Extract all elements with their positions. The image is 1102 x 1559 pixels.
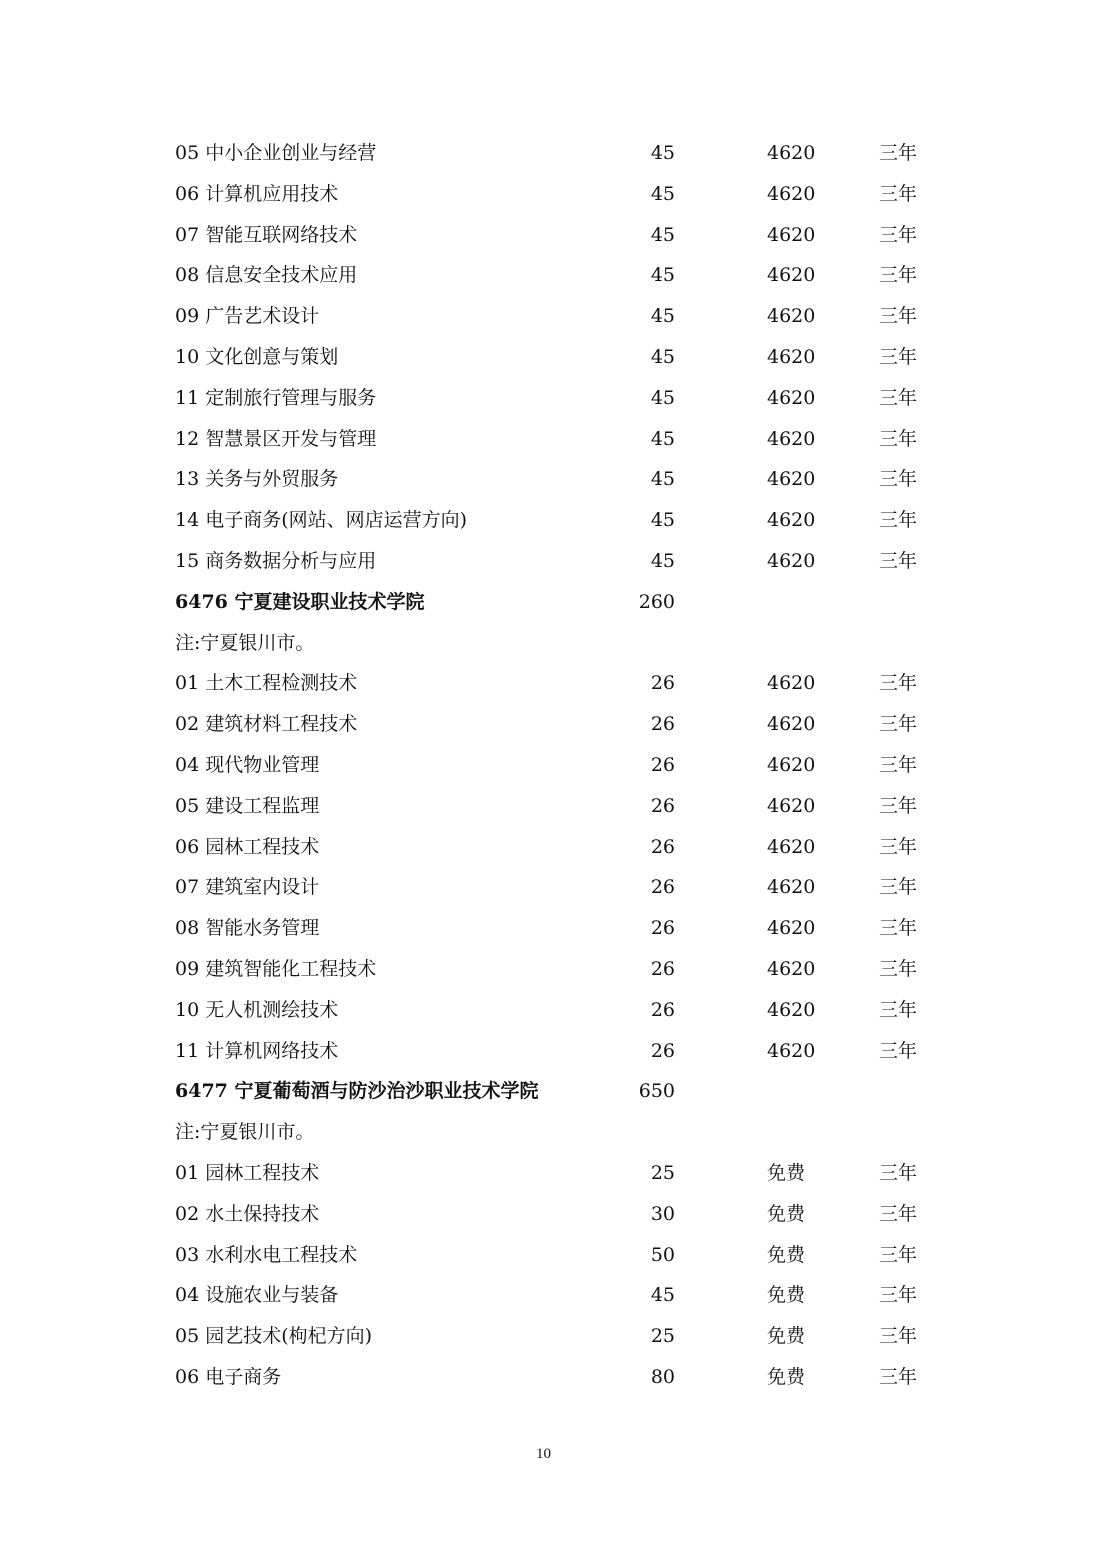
program-row bbox=[0, 419, 1102, 460]
study-duration: 三年 bbox=[879, 223, 918, 246]
tuition-fee: 免费 bbox=[767, 1202, 806, 1225]
study-duration: 三年 bbox=[879, 345, 918, 368]
program-row bbox=[0, 1194, 1102, 1235]
study-duration: 三年 bbox=[879, 509, 918, 532]
program-row bbox=[0, 990, 1102, 1031]
program-name: 05 建设工程监理 bbox=[175, 794, 320, 817]
program-name: 05 中小企业创业与经营 bbox=[175, 142, 377, 164]
program-row bbox=[0, 500, 1102, 541]
tuition-fee: 4620 bbox=[767, 1039, 816, 1062]
study-duration: 三年 bbox=[879, 917, 918, 940]
plan-count: 26 bbox=[650, 835, 675, 858]
program-row bbox=[0, 1153, 1102, 1194]
program-name: 02 水土保持技术 bbox=[175, 1202, 320, 1225]
study-duration: 三年 bbox=[879, 1161, 918, 1184]
plan-count: 45 bbox=[650, 182, 675, 205]
program-row bbox=[0, 1031, 1102, 1072]
plan-count: 26 bbox=[650, 794, 675, 817]
study-duration: 三年 bbox=[879, 142, 918, 164]
study-duration: 三年 bbox=[879, 468, 918, 491]
college-header-row bbox=[0, 1071, 1102, 1112]
plan-count: 45 bbox=[650, 1284, 675, 1307]
plan-count: 45 bbox=[650, 305, 675, 328]
program-row bbox=[0, 827, 1102, 868]
tuition-fee: 4620 bbox=[767, 998, 816, 1021]
note-text: 注:宁夏银川市。 bbox=[175, 1121, 315, 1144]
study-duration: 三年 bbox=[879, 713, 918, 736]
program-name: 01 园林工程技术 bbox=[175, 1161, 320, 1184]
program-row bbox=[0, 541, 1102, 582]
plan-count: 50 bbox=[650, 1243, 675, 1266]
program-row bbox=[0, 215, 1102, 256]
tuition-fee: 4620 bbox=[767, 142, 816, 164]
plan-count: 26 bbox=[650, 998, 675, 1021]
college-name: 6477 宁夏葡萄酒与防沙治沙职业技术学院 bbox=[175, 1080, 539, 1103]
program-name: 15 商务数据分析与应用 bbox=[175, 549, 377, 572]
program-name: 09 广告艺术设计 bbox=[175, 305, 320, 328]
plan-count: 26 bbox=[650, 1039, 675, 1062]
program-row bbox=[0, 949, 1102, 990]
plan-count: 26 bbox=[650, 957, 675, 980]
note-text: 注:宁夏银川市。 bbox=[175, 631, 315, 654]
program-name: 07 建筑室内设计 bbox=[175, 876, 320, 899]
study-duration: 三年 bbox=[879, 182, 918, 205]
program-name: 11 定制旅行管理与服务 bbox=[175, 386, 377, 409]
tuition-fee: 4620 bbox=[767, 794, 816, 817]
plan-count: 45 bbox=[650, 264, 675, 287]
program-row bbox=[0, 786, 1102, 827]
tuition-fee: 4620 bbox=[767, 957, 816, 980]
plan-count: 45 bbox=[650, 142, 675, 164]
plan-count: 45 bbox=[650, 509, 675, 532]
tuition-fee: 4620 bbox=[767, 427, 816, 450]
study-duration: 三年 bbox=[879, 549, 918, 572]
study-duration: 三年 bbox=[879, 672, 918, 695]
program-name: 12 智慧景区开发与管理 bbox=[175, 427, 377, 450]
tuition-fee: 4620 bbox=[767, 468, 816, 491]
program-name: 01 土木工程检测技术 bbox=[175, 672, 358, 695]
program-name: 06 计算机应用技术 bbox=[175, 182, 339, 205]
program-name: 11 计算机网络技术 bbox=[175, 1039, 339, 1062]
program-name: 08 智能水务管理 bbox=[175, 917, 320, 940]
tuition-fee: 4620 bbox=[767, 672, 816, 695]
program-name: 03 水利水电工程技术 bbox=[175, 1243, 358, 1266]
program-name: 07 智能互联网络技术 bbox=[175, 223, 358, 246]
plan-count: 45 bbox=[650, 427, 675, 450]
plan-count: 26 bbox=[650, 713, 675, 736]
plan-count: 30 bbox=[650, 1202, 675, 1225]
plan-count: 650 bbox=[638, 1080, 675, 1103]
tuition-fee: 4620 bbox=[767, 345, 816, 368]
program-name: 06 电子商务 bbox=[175, 1365, 282, 1388]
program-row bbox=[0, 908, 1102, 949]
study-duration: 三年 bbox=[879, 998, 918, 1021]
program-row bbox=[0, 296, 1102, 337]
tuition-fee: 4620 bbox=[767, 182, 816, 205]
plan-count: 45 bbox=[650, 223, 675, 246]
program-row bbox=[0, 704, 1102, 745]
study-duration: 三年 bbox=[879, 957, 918, 980]
program-name: 06 园林工程技术 bbox=[175, 835, 320, 858]
study-duration: 三年 bbox=[879, 1202, 918, 1225]
plan-count: 45 bbox=[650, 386, 675, 409]
tuition-fee: 免费 bbox=[767, 1284, 806, 1307]
program-name: 05 园艺技术(枸杞方向) bbox=[175, 1325, 373, 1348]
program-row bbox=[0, 663, 1102, 704]
plan-count: 25 bbox=[650, 1325, 675, 1348]
tuition-fee: 免费 bbox=[767, 1243, 806, 1266]
location-note-row bbox=[0, 623, 1102, 664]
plan-count: 26 bbox=[650, 753, 675, 776]
tuition-fee: 4620 bbox=[767, 264, 816, 287]
plan-count: 26 bbox=[650, 672, 675, 695]
program-row bbox=[0, 255, 1102, 296]
tuition-fee: 免费 bbox=[767, 1161, 806, 1184]
plan-count: 26 bbox=[650, 876, 675, 899]
plan-count: 45 bbox=[650, 549, 675, 572]
study-duration: 三年 bbox=[879, 264, 918, 287]
tuition-fee: 免费 bbox=[767, 1325, 806, 1348]
study-duration: 三年 bbox=[879, 1284, 918, 1307]
study-duration: 三年 bbox=[879, 753, 918, 776]
program-name: 10 文化创意与策划 bbox=[175, 345, 339, 368]
tuition-fee: 4620 bbox=[767, 509, 816, 532]
page-number: 10 bbox=[536, 1446, 551, 1462]
study-duration: 三年 bbox=[879, 427, 918, 450]
program-row bbox=[0, 337, 1102, 378]
plan-count: 25 bbox=[650, 1161, 675, 1184]
program-name: 14 电子商务(网站、网店运营方向) bbox=[175, 509, 468, 532]
program-name: 04 设施农业与装备 bbox=[175, 1284, 339, 1307]
tuition-fee: 4620 bbox=[767, 713, 816, 736]
study-duration: 三年 bbox=[879, 1365, 918, 1388]
study-duration: 三年 bbox=[879, 794, 918, 817]
tuition-fee: 4620 bbox=[767, 305, 816, 328]
study-duration: 三年 bbox=[879, 876, 918, 899]
study-duration: 三年 bbox=[879, 1243, 918, 1266]
program-row bbox=[0, 1235, 1102, 1276]
college-name: 6476 宁夏建设职业技术学院 bbox=[175, 590, 425, 613]
tuition-fee: 4620 bbox=[767, 386, 816, 409]
program-row bbox=[0, 867, 1102, 908]
program-name: 04 现代物业管理 bbox=[175, 753, 320, 776]
tuition-fee: 4620 bbox=[767, 753, 816, 776]
tuition-fee: 4620 bbox=[767, 876, 816, 899]
program-row bbox=[0, 133, 1102, 174]
study-duration: 三年 bbox=[879, 835, 918, 858]
study-duration: 三年 bbox=[879, 305, 918, 328]
location-note-row bbox=[0, 1112, 1102, 1153]
program-name: 02 建筑材料工程技术 bbox=[175, 713, 358, 736]
program-row bbox=[0, 378, 1102, 419]
program-row bbox=[0, 1275, 1102, 1316]
study-duration: 三年 bbox=[879, 386, 918, 409]
enrollment-table bbox=[0, 133, 1102, 1398]
plan-count: 45 bbox=[650, 468, 675, 491]
plan-count: 45 bbox=[650, 345, 675, 368]
study-duration: 三年 bbox=[879, 1039, 918, 1062]
tuition-fee: 4620 bbox=[767, 835, 816, 858]
tuition-fee: 4620 bbox=[767, 917, 816, 940]
tuition-fee: 4620 bbox=[767, 549, 816, 572]
program-row bbox=[0, 745, 1102, 786]
study-duration: 三年 bbox=[879, 1325, 918, 1348]
plan-count: 260 bbox=[638, 590, 675, 613]
program-row bbox=[0, 1357, 1102, 1398]
college-header-row bbox=[0, 582, 1102, 623]
program-name: 13 关务与外贸服务 bbox=[175, 468, 339, 491]
program-name: 10 无人机测绘技术 bbox=[175, 998, 339, 1021]
program-row bbox=[0, 174, 1102, 215]
tuition-fee: 免费 bbox=[767, 1365, 806, 1388]
plan-count: 26 bbox=[650, 917, 675, 940]
program-name: 08 信息安全技术应用 bbox=[175, 264, 358, 287]
program-row bbox=[0, 1316, 1102, 1357]
tuition-fee: 4620 bbox=[767, 223, 816, 246]
program-name: 09 建筑智能化工程技术 bbox=[175, 957, 377, 980]
program-row bbox=[0, 459, 1102, 500]
plan-count: 80 bbox=[650, 1365, 675, 1388]
